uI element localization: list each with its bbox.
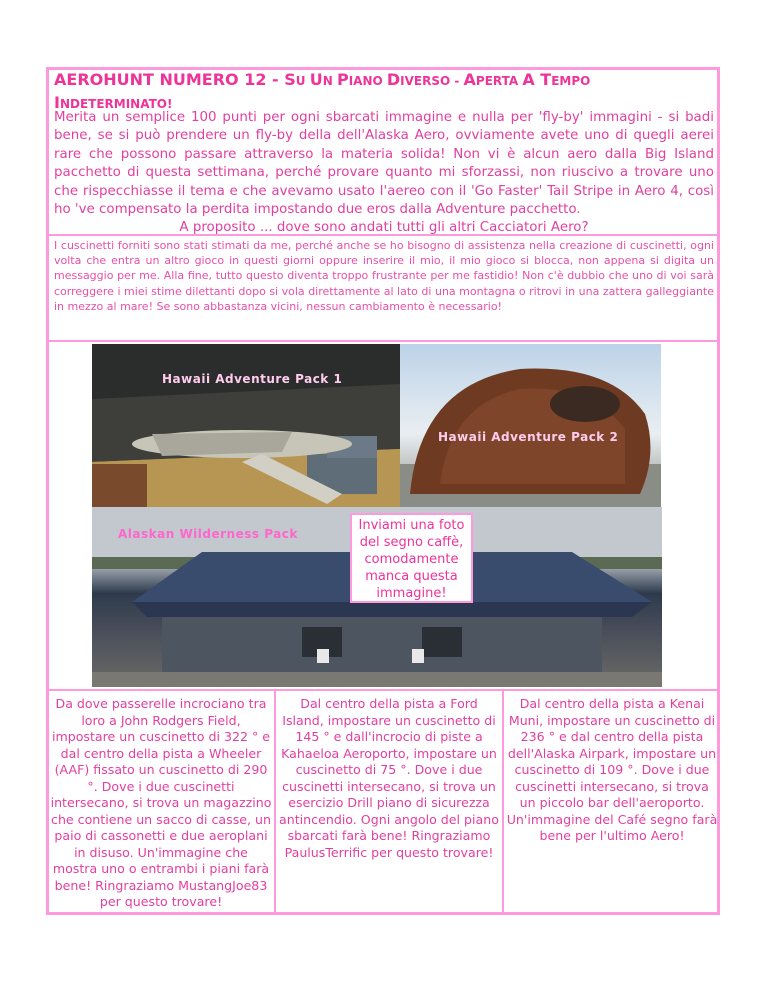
hangar-scene	[92, 344, 400, 507]
intro-paragraph	[54, 109, 714, 238]
clue-column-3: Dal centro della pista a Kenai Muni, impostare un cuscinetto di 236 ° e dal centro della pista dell'Alaska Airpark, impostare un cuscinetto di 109 °. Dove i due cuscinetti intersecano, si trova un piccolo bar dell'aeroporto. Un'immagine del Café segno farà bene per l'ultimo Aero!	[506, 696, 718, 843]
bearing-note: I cuscinetti forniti sono stati stimati da me, perché anche se ho bisogno di assistenza nella creazione di cuscinetti, ogni volta che entra un altro gioco in questi giorni oppure inserire il mio, il mio gioco si blocca, non appena si digita un messaggio per me. Alla fine, tutto questo diventa troppo frustrante per me fastidio! Non c'è dubbio che uno di voi sarà correggere i miei stime dilettanti dopo si vola direttamente al lato di una montagna o ritrovi in una zattera galleggiante in mezzo al mare! Se sono abbastanza vicini, nessun cambiamento è necessario!	[54, 239, 714, 313]
column-divider	[502, 689, 504, 915]
page-title: AEROHUNT NUMERO 12 - SU UN PIANO DIVERSO - APERTA A TEMPO INDETERMINATO!	[54, 70, 591, 112]
hawaii-pack-2-image	[400, 344, 661, 507]
pack-label: Hawaii Adventure Pack 2	[438, 430, 619, 444]
intro-question: A proposito ... dove sono andati tutti gli altri Cacciatori Aero?	[179, 220, 589, 236]
photo-request-callout: Inviami una foto del segno caffè, comodamente manca questa immagine!	[350, 513, 473, 603]
pack-label: Hawaii Adventure Pack 1	[162, 372, 343, 386]
divider	[46, 689, 720, 691]
column-divider	[274, 689, 276, 915]
clue-column-1: Da dove passerelle incrociano tra loro a John Rodgers Field, impostare un cuscinetto di 322 ° e dal centro della pista a Wheeler (AAF) fissato un cuscinetto di 290 °. Dove i due cuscinetti intersecano, si trova un magazzino che contiene un sacco di casse, un paio di cassonetti e due aeroplani in disuso. Un'immagine che mostra uno o entrambi i piani farà bene! Ringraziamo MustangJoe83 per questo trovare!	[50, 696, 272, 909]
pack-label: Alaskan Wilderness Pack	[118, 527, 298, 541]
clue-column-2: Dal centro della pista a Ford Island, impostare un cuscinetto di 145 ° e dall'incrocio di piste a Kahaeloa Aeroporto, impostare un cuscinetto di 75 °. Dove i due cuscinetti intersecano, si trova un esercizio Drill piano di sicurezza antincendio. Ogni angolo del piano sbarcati farà bene! Ringraziamo PaulusTerrific per questo trovare!	[279, 696, 499, 860]
intro-text: Merita un semplice 100 punti per ogni sbarcati immagine e nulla per 'fly-by' immagini - si badi bene, se si può prendere un fly-by della dell'Alaska Aero, ovviamente avete uno di quegli aerei rare che possono passare attraverso la materia solida! Non vi è alcun aero dalla Big Island pacchetto di questa settimana, perché provare quanto mi sforzassi, non riuscivo a trovare uno che rispecchiasse il tema e che avevamo usato l'aereo con il 'Go Faster' Tail Stripe in Aero 4, così ho 've compensato la perdita impostando due eros dalla Adventure pacchetto.	[54, 110, 714, 218]
rusted-helicopter	[400, 344, 661, 507]
hawaii-pack-1-image	[92, 344, 400, 507]
divider	[46, 340, 720, 342]
